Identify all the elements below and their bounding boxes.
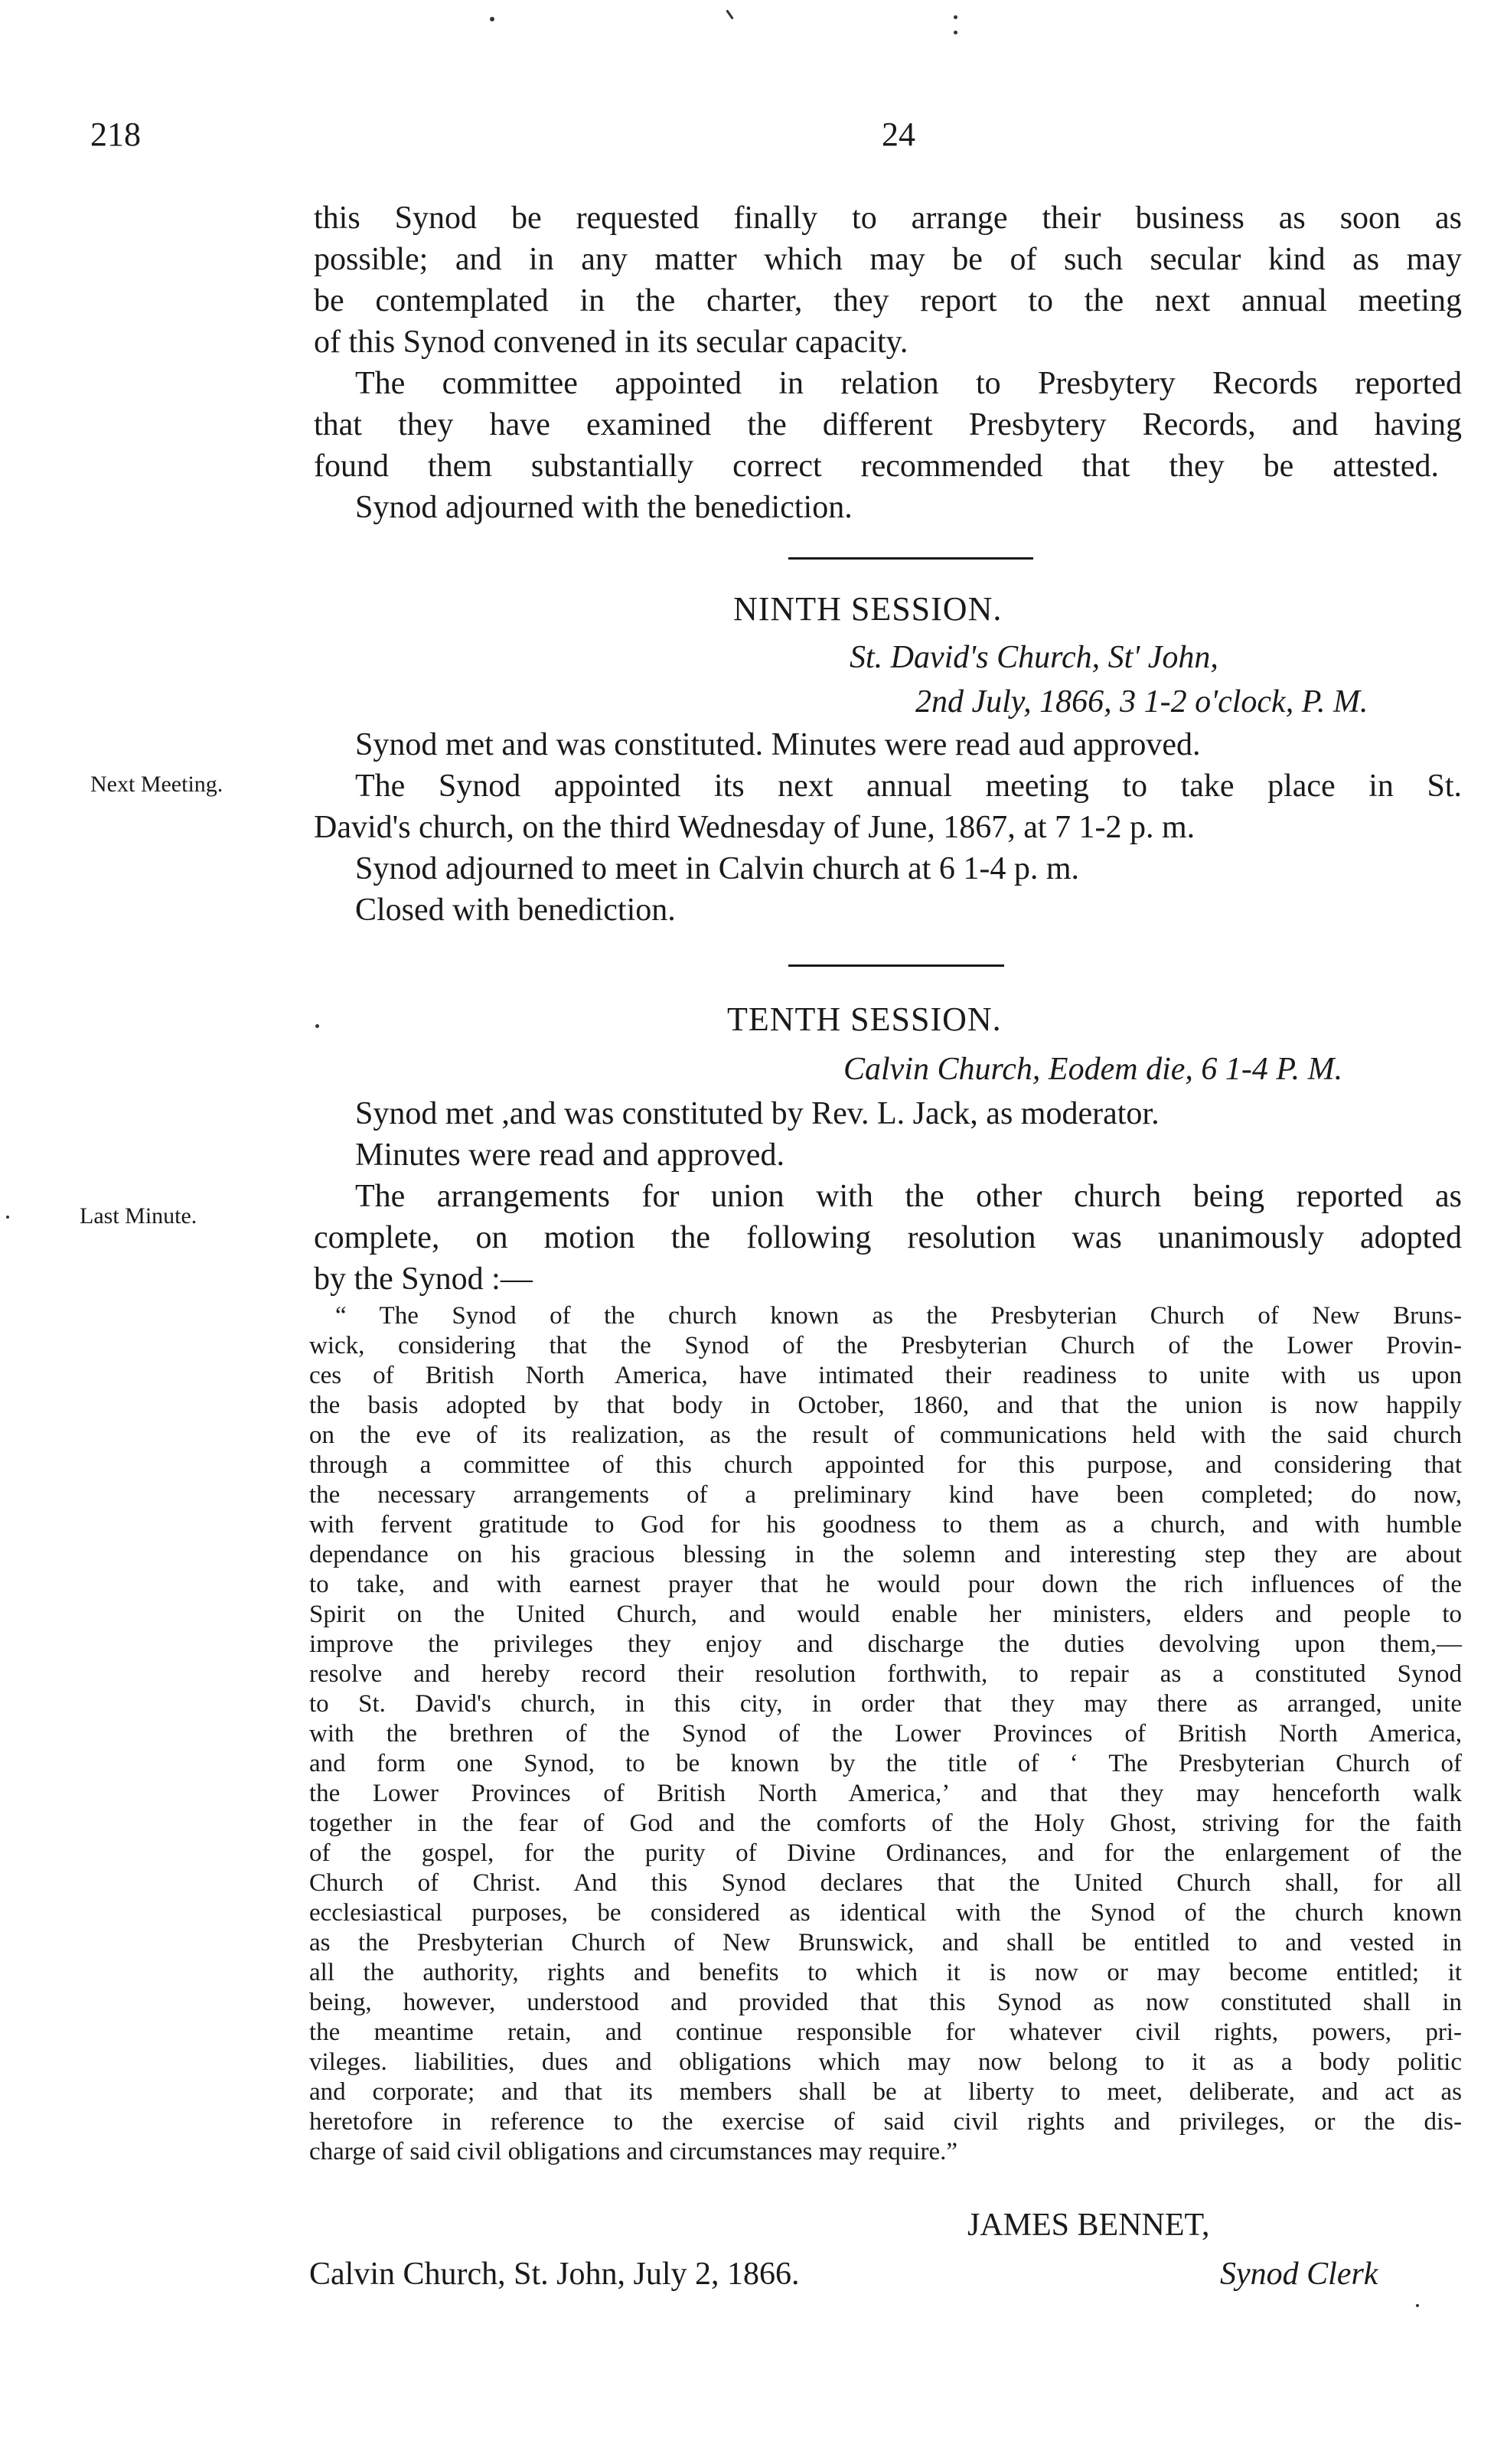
- section-divider: [788, 557, 1033, 560]
- resolution-line: with the brethren of the Synod of the Lower Provinces of British North America,: [309, 1720, 1462, 1748]
- tenth-met-line: Synod met ,and was constituted by Rev. L. Jack, as moderator.: [355, 1096, 1160, 1131]
- tenth-session-place-date: Calvin Church, Eodem die, 6 1-4 P. M.: [843, 1052, 1343, 1087]
- resolution-line: improve the privileges they enjoy and discharge the duties devolving upon them,—: [309, 1630, 1462, 1658]
- ninth-session-date: 2nd July, 1866, 3 1-2 o'clock, P. M.: [915, 684, 1368, 720]
- section-divider: [788, 964, 1004, 967]
- resolution-line: the necessary arrangements of a preliminary kind have been completed; do now,: [309, 1481, 1462, 1509]
- text-line: that they have examined the different Presbytery Records, and having: [314, 407, 1462, 442]
- resolution-line: of the gospel, for the purity of Divine Ordinances, and for the enlargement of the: [309, 1839, 1462, 1867]
- resolution-line: as the Presbyterian Church of New Brunswick, and shall be entitled to and vested in: [309, 1929, 1462, 1957]
- resolution-line: on the eve of its realization, as the result of communications held with the said church: [309, 1421, 1462, 1449]
- tenth-minutes-line: Minutes were read and approved.: [355, 1137, 784, 1173]
- ninth-met-line: Synod met and was constituted. Minutes were read aud approved.: [355, 727, 1201, 762]
- text-line: The committee appointed in relation to Presbytery Records reported: [355, 366, 1462, 401]
- text-line: complete, on motion the following resolution was unanimously adopted: [314, 1220, 1462, 1255]
- ninth-closed-line: Closed with benediction.: [355, 893, 676, 928]
- text-line: possible; and in any matter which may be of such secular kind as may: [314, 242, 1462, 277]
- ninth-session-heading: NINTH SESSION.: [733, 590, 1003, 628]
- resolution-line: Church of Christ. And this Synod declares that the United Church shall, for all: [309, 1869, 1462, 1897]
- text-line: be contemplated in the charter, they report to the next annual meeting: [314, 283, 1462, 318]
- margin-note-next-meeting: Next Meeting.: [90, 772, 223, 797]
- resolution-line: all the authority, rights and benefits to which it is now or may become entitled; it: [309, 1959, 1462, 1986]
- tenth-session-heading: TENTH SESSION.: [727, 1000, 1002, 1038]
- text-line: The Synod appointed its next annual meeting to take place in St.: [355, 769, 1462, 804]
- resolution-line: with fervent gratitude to God for his goodness to them as a church, and with humble: [309, 1511, 1462, 1539]
- resolution-line: the basis adopted by that body in October, 1860, and that the union is now happily: [309, 1392, 1462, 1419]
- signature-title: Synod Clerk: [1220, 2257, 1378, 2292]
- text-line: David's church, on the third Wednesday of June, 1867, at 7 1-2 p. m.: [314, 810, 1195, 845]
- resolution-line: dependance on his gracious blessing in the solemn and interesting step they are about: [309, 1541, 1462, 1568]
- resolution-line: through a committee of this church appointed for this purpose, and considering that: [309, 1451, 1462, 1479]
- resolution-line: and corporate; and that its members shall be at liberty to meet, deliberate, and act as: [309, 2078, 1462, 2106]
- text-line: by the Synod :—: [314, 1261, 533, 1297]
- resolution-line: being, however, understood and provided that this Synod as now constituted shall in: [309, 1989, 1462, 2016]
- signature-name: JAMES BENNET,: [967, 2208, 1210, 2243]
- signature-place-date: Calvin Church, St. John, July 2, 1866.: [309, 2257, 800, 2292]
- resolution-line: charge of said civil obligations and circumstances may require.”: [309, 2138, 958, 2165]
- resolution-line: together in the fear of God and the comforts of the Holy Ghost, striving for the faith: [309, 1810, 1462, 1837]
- adjourn-line: Synod adjourned with the benediction.: [355, 490, 853, 525]
- text-line: of this Synod convened in its secular capacity.: [314, 325, 908, 360]
- ninth-adjourn-line: Synod adjourned to meet in Calvin church at 6 1-4 p. m.: [355, 851, 1079, 886]
- resolution-line: Spirit on the United Church, and would enable her ministers, elders and people to: [309, 1601, 1462, 1628]
- resolution-line: ecclesiastical purposes, be considered as identical with the Synod of the church known: [309, 1899, 1462, 1927]
- ninth-session-place: St. David's Church, St' John,: [850, 640, 1218, 675]
- resolution-line: to St. David's church, in this city, in order that they may there as arranged, unite: [309, 1690, 1462, 1718]
- resolution-line: heretofore in reference to the exercise of said civil rights and privileges, or the dis-: [309, 2108, 1462, 2136]
- text-line: found them substantially correct recommended that they be attested.: [314, 449, 1439, 484]
- page-number-center: 24: [882, 116, 915, 153]
- page-number-left: 218: [90, 116, 141, 153]
- resolution-line: wick, considering that the Synod of the Presbyterian Church of the Lower Provin-: [309, 1332, 1462, 1359]
- resolution-line: resolve and hereby record their resolution forthwith, to repair as a constituted Synod: [309, 1660, 1462, 1688]
- resolution-line: to take, and with earnest prayer that he would pour down the rich influences of the: [309, 1571, 1462, 1598]
- resolution-line: the meantime retain, and continue responsible for whatever civil rights, powers, pri-: [309, 2019, 1462, 2046]
- margin-note-last-minute: Last Minute.: [80, 1203, 197, 1229]
- resolution-line: the Lower Provinces of British North America,’ and that they may henceforth walk: [309, 1780, 1462, 1807]
- text-line: The arrangements for union with the other church being reported as: [355, 1179, 1462, 1214]
- text-line: this Synod be requested finally to arrange their business as soon as: [314, 201, 1462, 236]
- resolution-line: “ The Synod of the church known as the Presbyterian Church of New Bruns-: [335, 1302, 1462, 1330]
- resolution-line: and form one Synod, to be known by the title of ‘ The Presbyterian Church of: [309, 1750, 1462, 1777]
- resolution-line: ces of British North America, have intimated their readiness to unite with us upon: [309, 1362, 1462, 1389]
- resolution-line: vileges. liabilities, dues and obligations which may now belong to it as a body politic: [309, 2048, 1462, 2076]
